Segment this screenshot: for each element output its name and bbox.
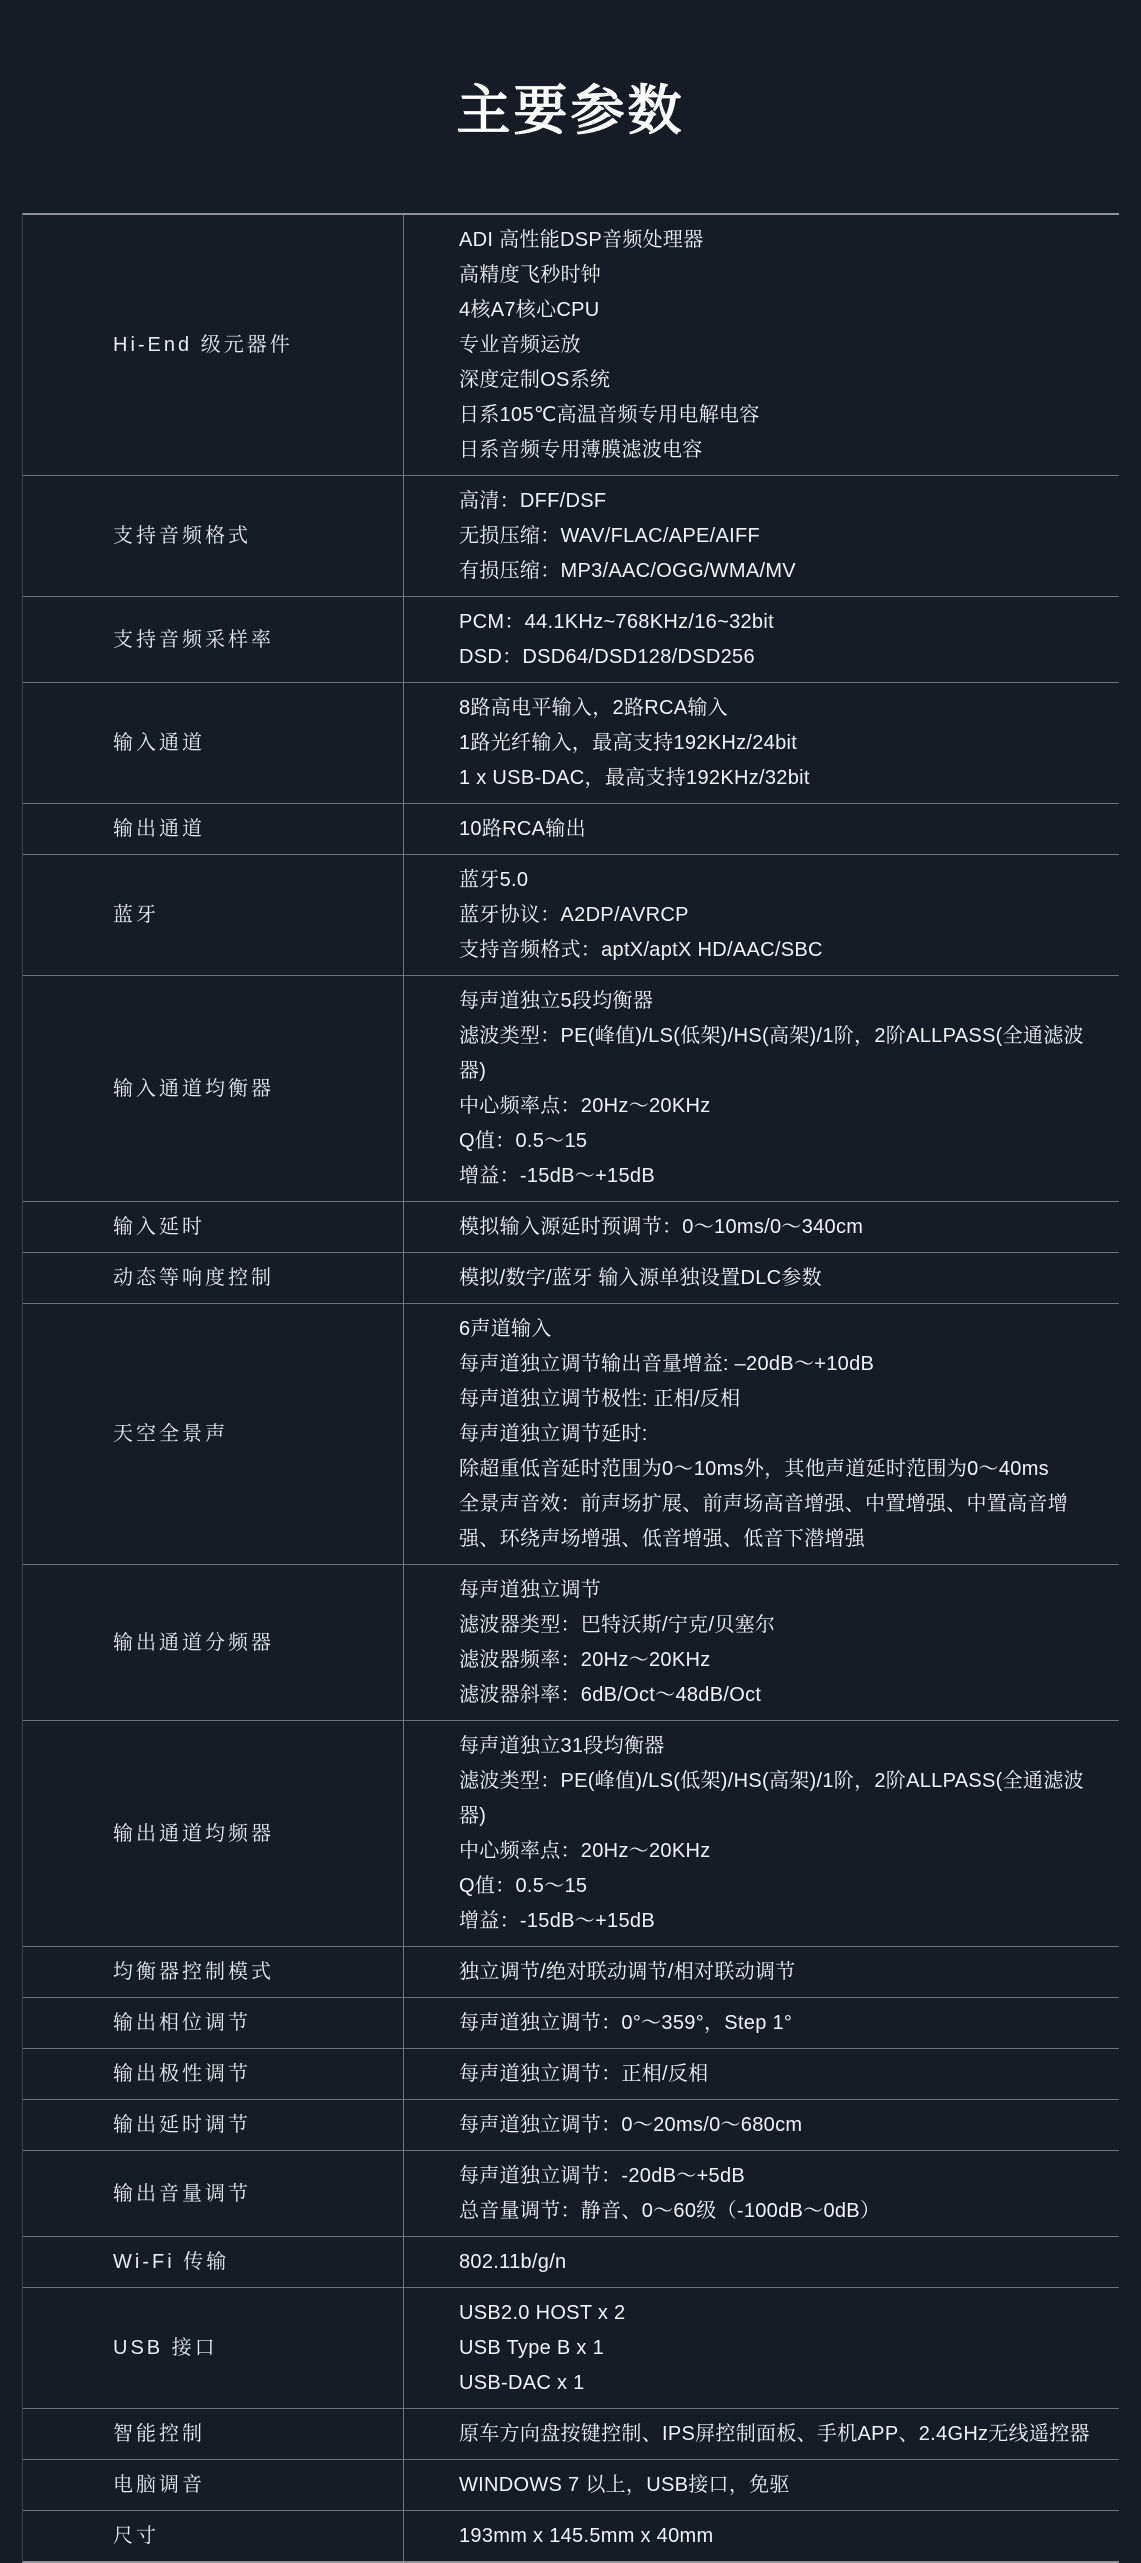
spec-value-line: 每声道独立调节：正相/反相 — [459, 2062, 709, 2085]
spec-value — [404, 2151, 1119, 2236]
table-row — [23, 804, 1119, 855]
spec-value-line: 每声道独立调节：0～20ms/0～680cm — [459, 2113, 803, 2136]
spec-label: 尺寸 — [23, 2511, 404, 2561]
table-row — [23, 1202, 1119, 1253]
spec-value-line: DSD：DSD64/DSD128/DSD256 — [459, 645, 755, 668]
table-row — [23, 2460, 1119, 2511]
spec-value — [404, 2100, 1119, 2150]
spec-value-line: 每声道独立调节极性: 正相/反相 — [459, 1387, 741, 1410]
spec-label: 支持音频采样率 — [23, 597, 404, 682]
spec-value-line: 中心频率点：20Hz～20KHz — [459, 1094, 711, 1117]
spec-value — [404, 804, 1119, 854]
spec-value — [404, 683, 1119, 803]
spec-label: Wi-Fi 传输 — [23, 2237, 404, 2287]
spec-label: 天空全景声 — [23, 1304, 404, 1564]
spec-value-line: 独立调节/绝对联动调节/相对联动调节 — [459, 1960, 796, 1983]
table-row — [23, 215, 1119, 476]
table-row — [23, 1947, 1119, 1998]
spec-value — [404, 976, 1119, 1201]
spec-value-line: 每声道独立调节：0°～359°，Step 1° — [459, 2011, 793, 2034]
spec-value-line: 全景声音效：前声场扩展、前声场高音增强、中置增强、中置高音增强、环绕声场增强、低音增强、低音下潜增强 — [459, 1492, 1068, 1550]
spec-value-line: 4核A7核心CPU — [459, 298, 600, 321]
spec-label: 输入通道均衡器 — [23, 976, 404, 1201]
spec-value-line: 10路RCA输出 — [459, 817, 586, 840]
spec-label: 输出延时调节 — [23, 2100, 404, 2150]
spec-label: USB 接口 — [23, 2288, 404, 2408]
spec-label: 电脑调音 — [23, 2460, 404, 2510]
spec-value — [404, 2288, 1119, 2408]
spec-value — [404, 2460, 1119, 2510]
table-row — [23, 2288, 1119, 2409]
spec-value-line: Q值：0.5～15 — [459, 1874, 588, 1897]
spec-value-line: 802.11b/g/n — [459, 2250, 567, 2273]
spec-label: 输出极性调节 — [23, 2049, 404, 2099]
spec-label: 支持音频格式 — [23, 476, 404, 596]
spec-value-line: 模拟输入源延时预调节：0～10ms/0～340cm — [459, 1215, 864, 1238]
spec-value-line: 增益：-15dB～+15dB — [459, 1909, 655, 1932]
table-row — [23, 2511, 1119, 2561]
spec-value-line: 193mm x 145.5mm x 40mm — [459, 2524, 714, 2547]
spec-value-line: 滤波器频率：20Hz～20KHz — [459, 1648, 711, 1671]
spec-label: 输出通道 — [23, 804, 404, 854]
spec-value-line: 日系音频专用薄膜滤波电容 — [459, 438, 703, 461]
table-row — [23, 1253, 1119, 1304]
spec-value-line: USB2.0 HOST x 2 — [459, 2301, 626, 2324]
table-row — [23, 683, 1119, 804]
table-row — [23, 597, 1119, 683]
spec-value-line: USB-DAC x 1 — [459, 2371, 585, 2394]
table-row — [23, 2151, 1119, 2237]
spec-label: 输入通道 — [23, 683, 404, 803]
spec-value-line: 深度定制OS系统 — [459, 368, 611, 391]
table-row — [23, 976, 1119, 1202]
spec-value — [404, 1304, 1119, 1564]
spec-value-line: 高清：DFF/DSF — [459, 489, 607, 512]
spec-label: 输入延时 — [23, 1202, 404, 1252]
spec-value — [404, 1721, 1119, 1946]
spec-value — [404, 1998, 1119, 2048]
spec-value — [404, 1565, 1119, 1720]
spec-value-line: 蓝牙5.0 — [459, 868, 529, 891]
spec-value-line: 滤波类型：PE(峰值)/LS(低架)/HS(高架)/1阶，2阶ALLPASS(全通滤波器) — [459, 1024, 1084, 1082]
spec-value-line: 每声道独立31段均衡器 — [459, 1734, 665, 1757]
page-header — [0, 0, 1141, 213]
table-row — [23, 1565, 1119, 1721]
spec-label: 均衡器控制模式 — [23, 1947, 404, 1997]
spec-value-line: 有损压缩：MP3/AAC/OGG/WMA/MV — [459, 559, 796, 582]
spec-label: Hi-End 级元器件 — [23, 215, 404, 475]
spec-value-line: 滤波器类型：巴特沃斯/宁克/贝塞尔 — [459, 1613, 776, 1636]
spec-value-line: USB Type B x 1 — [459, 2336, 605, 2359]
table-row — [23, 1304, 1119, 1565]
spec-value — [404, 2409, 1119, 2459]
spec-value-line: 日系105℃高温音频专用电解电容 — [459, 403, 760, 426]
spec-value-line: Q值：0.5～15 — [459, 1129, 588, 1152]
spec-value — [404, 2511, 1119, 2561]
spec-value — [404, 855, 1119, 975]
spec-label: 动态等响度控制 — [23, 1253, 404, 1303]
spec-label: 蓝牙 — [23, 855, 404, 975]
table-row — [23, 2237, 1119, 2288]
table-row — [23, 855, 1119, 976]
page-title: 主要参数 — [456, 81, 685, 141]
spec-value — [404, 476, 1119, 596]
table-row — [23, 1721, 1119, 1947]
spec-value-line: WINDOWS 7 以上，USB接口，免驱 — [459, 2473, 790, 2496]
spec-value-line: ADI 高性能DSP音频处理器 — [459, 228, 704, 251]
spec-value-line: 高精度飞秒时钟 — [459, 263, 602, 286]
spec-value-line: 专业音频运放 — [459, 333, 581, 356]
spec-value — [404, 2049, 1119, 2099]
spec-value-line: 模拟/数字/蓝牙 输入源单独设置DLC参数 — [459, 1266, 822, 1289]
spec-value-line: 原车方向盘按键控制、IPS屏控制面板、手机APP、2.4GHz无线遥控器 — [459, 2422, 1090, 2445]
spec-value — [404, 1947, 1119, 1997]
spec-value-line: 8路高电平输入，2路RCA输入 — [459, 696, 728, 719]
spec-value-line: 增益：-15dB～+15dB — [459, 1164, 655, 1187]
table-row — [23, 2409, 1119, 2460]
spec-value-line: 除超重低音延时范围为0～10ms外，其他声道延时范围为0～40ms — [459, 1457, 1049, 1480]
spec-value — [404, 1253, 1119, 1303]
spec-value — [404, 215, 1119, 475]
spec-value-line: 中心频率点：20Hz～20KHz — [459, 1839, 711, 1862]
spec-value — [404, 2237, 1119, 2287]
spec-value-line: 每声道独立调节：-20dB～+5dB — [459, 2164, 746, 2187]
spec-value-line: 6声道输入 — [459, 1317, 552, 1340]
spec-value-line: 1 x USB-DAC，最高支持192KHz/32bit — [459, 766, 810, 789]
spec-value — [404, 1202, 1119, 1252]
spec-label: 输出通道分频器 — [23, 1565, 404, 1720]
table-row — [23, 2049, 1119, 2100]
spec-value-line: 总音量调节：静音、0～60级（-100dB～0dB） — [459, 2199, 881, 2222]
spec-value — [404, 597, 1119, 682]
spec-value-line: 每声道独立5段均衡器 — [459, 989, 654, 1012]
spec-label: 输出通道均频器 — [23, 1721, 404, 1946]
table-row — [23, 2100, 1119, 2151]
spec-value-line: 蓝牙协议：A2DP/AVRCP — [459, 903, 689, 926]
spec-value-line: 滤波类型：PE(峰值)/LS(低架)/HS(高架)/1阶，2阶ALLPASS(全通滤波器) — [459, 1769, 1084, 1827]
spec-label: 智能控制 — [23, 2409, 404, 2459]
spec-label: 输出相位调节 — [23, 1998, 404, 2048]
spec-value-line: 滤波器斜率：6dB/Oct～48dB/Oct — [459, 1683, 762, 1706]
spec-value-line: 每声道独立调节延时: — [459, 1422, 648, 1445]
table-row — [23, 476, 1119, 597]
spec-table — [22, 213, 1119, 2563]
spec-value-line: PCM：44.1KHz~768KHz/16~32bit — [459, 610, 774, 633]
spec-value-line: 1路光纤输入，最高支持192KHz/24bit — [459, 731, 798, 754]
spec-value-line: 每声道独立调节 — [459, 1578, 602, 1601]
table-row — [23, 1998, 1119, 2049]
spec-value-line: 无损压缩：WAV/FLAC/APE/AIFF — [459, 524, 761, 547]
spec-value-line: 支持音频格式：aptX/aptX HD/AAC/SBC — [459, 938, 823, 961]
spec-value-line: 每声道独立调节输出音量增益: –20dB～+10dB — [459, 1352, 875, 1375]
spec-label: 输出音量调节 — [23, 2151, 404, 2236]
